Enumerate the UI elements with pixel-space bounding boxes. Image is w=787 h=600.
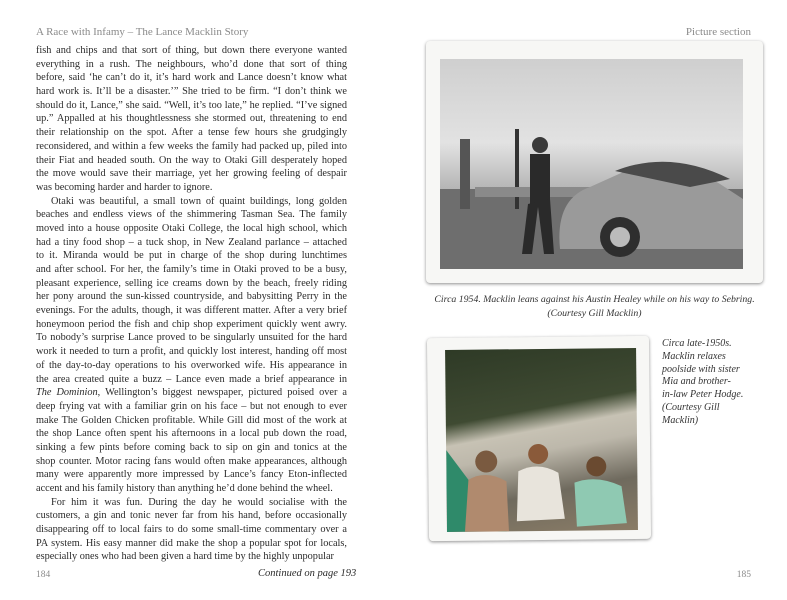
photo-macklin-poolside [445, 348, 638, 532]
caption-line: (Courtesy Gill [662, 401, 720, 413]
photo-macklin-austin-healey [440, 59, 743, 269]
caption-credit: (Courtesy Gill Macklin) [547, 308, 642, 319]
text-line: deep frying vat with a familiar grin on his face – but not enough to ever [36, 400, 347, 412]
text-line: sinking a few pints before coming back to sip on gin and tonics at the [36, 441, 347, 453]
text-line: For him it was fun. During the day he would socialise with the [51, 496, 347, 508]
text-line: many were apparently more impressed by Lance’s fancy Eton-inflected [36, 469, 347, 481]
text-line: The Dominion, Wellington’s biggest newspaper, pictured poised over a [36, 387, 347, 399]
text-line: disappearing off to local fairs to do some small-time commentary over a [36, 524, 347, 536]
text-line: the area created quite a buzz – Lance even made a brief appearance in [36, 373, 347, 385]
text-line: hard work is. It’ll be a disaster.’” She tried to be firm. “I don’t think we [36, 86, 347, 98]
photo-frame-poolside [427, 336, 651, 541]
text-line: evenings. For the adults, though, it was different matter. After a very brief [36, 305, 347, 317]
text-line: everything in a rush. The neighbours, who’d done that sort of thing [36, 58, 347, 70]
text-line: up.” Appalled at his thoughtlessness she stormed out, threatening to end [36, 113, 347, 125]
text-line: beaches and endless views of the shimmering Tasman Sea. The family [36, 209, 347, 221]
text-line: before, said ‘he can’t do it, it’s hard work and Lance doesn’t know what [36, 72, 347, 84]
newspaper-title: The Dominion [36, 387, 98, 399]
caption-photo-2 [662, 338, 772, 428]
text-line: the shop Lance often spent his afternoons in a local pub down the road, [36, 428, 347, 440]
text-line: customers, a gin and tonic never far from his hand, before occasionally [36, 510, 347, 522]
running-header-section: Picture section [685, 26, 751, 38]
caption-line: Circa 1954. Macklin leans against his Austin Healey while on his way to Sebring. [434, 294, 755, 305]
continued-note: Continued on page 193 [258, 568, 357, 579]
text-line: her pony around the sun-kissed countryside, and babysitting Perry in the [36, 291, 347, 303]
caption-line: poolside with sister [662, 363, 740, 375]
text-line: Otaki was beautiful, a small town of quaint buildings, long golden [51, 195, 347, 207]
text-line: honeymoon period the fish and chip shop experiment quickly went awry. [36, 318, 347, 330]
page-number-left: 184 [36, 570, 51, 580]
text-line: moved into a house opposite Otaki College, the local high school, which [36, 222, 347, 234]
text-line: their Fiat and headed south. On the way to Otaki Gill desperately hoped [36, 154, 347, 166]
text-line: shop counter. Motor racing fans would often make appearances, although [36, 455, 347, 467]
text-line: fish and chips and that sort of thing, but down there everyone wanted [36, 45, 347, 56]
text-line: had a tiny food shop – a tuck shop, in New Zealand parlance – attached [36, 236, 347, 248]
caption-line: Macklin relaxes [662, 350, 726, 362]
caption-line: Mia and brother- [662, 376, 731, 388]
text-line: to it. Miranda would be put in charge of the shop during lunchtimes [36, 250, 347, 262]
body-text [36, 44, 347, 564]
text-line: pleasant experience, selling ice creams down by the beach, freely riding [36, 277, 347, 289]
text-line: should do it, Lance,” she said. “Well, it’s too late,” he replied. “I’ve signed [36, 99, 347, 111]
running-header-title: A Race with Infamy – The Lance Macklin Story [36, 26, 249, 38]
photo-frame-austin-healey [426, 41, 763, 283]
text-line: To nobody’s surprise Lance proved to be singularly unsuited for the hard [36, 332, 347, 344]
text-line: reconsidered, and within a few weeks the family had packed up, piled into [36, 140, 347, 152]
text-line: and after school. For her, the family’s time in Otaki proved to be a busy, [36, 264, 347, 275]
text-line: of the day-to-day operations to his overworked wife. His appearance in [36, 359, 347, 371]
text-line: accent and his family history than anything he’d done behind the wheel. [36, 483, 333, 494]
text-line: work it needed to turn a profit, and quickly lost interest, handing off most [36, 346, 347, 358]
text-line: especially ones who had been given a hard time by the highly unpopular [36, 551, 334, 563]
text-line: was becoming harder and harder to ignore. [36, 181, 213, 193]
text-line: their relationship on the spot. After a tense few hours she grudgingly [36, 127, 347, 139]
caption-line: Circa late-1950s. [662, 338, 732, 349]
text-line: make The Golden Chicken profitable. While Gill did most of the work at [36, 414, 347, 426]
text-line: PA system. His easy manner did make the shop a popular spot for locals, [36, 537, 347, 549]
caption-photo-1 [420, 293, 769, 321]
caption-line: in-law Peter Hodge. [662, 389, 744, 401]
text-line: the move would save their marriage, yet her growing feeling of despair [36, 168, 347, 180]
caption-line: Macklin) [662, 414, 699, 426]
page-number-right: 185 [736, 570, 751, 580]
